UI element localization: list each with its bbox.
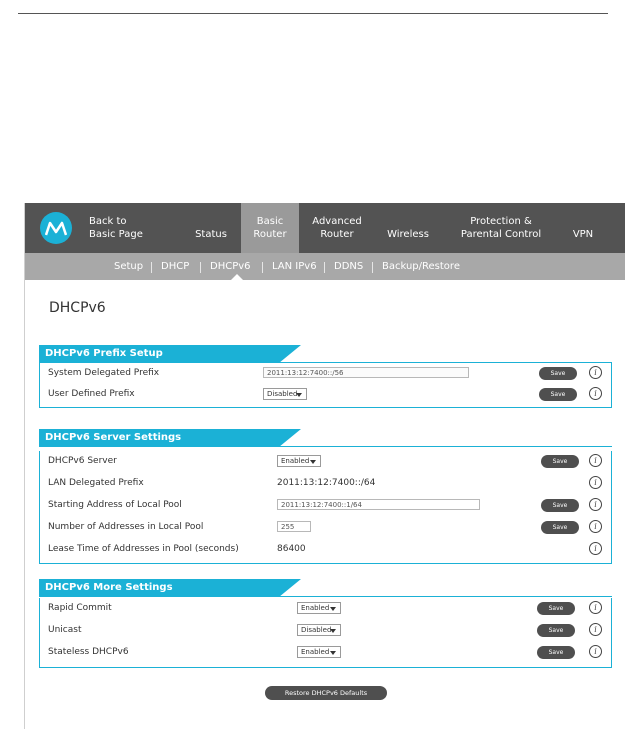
row-number-of-addresses: [40, 517, 611, 539]
nav-wireless[interactable]: [380, 203, 436, 253]
subnav-backup-restore[interactable]: Backup/Restore: [382, 261, 460, 272]
save-button[interactable]: Save: [541, 521, 579, 534]
chevron-down-icon: [296, 393, 302, 397]
row-stateless-dhcpv6: [40, 642, 611, 664]
info-icon[interactable]: i: [589, 454, 602, 467]
info-icon[interactable]: i: [589, 601, 602, 614]
info-icon[interactable]: i: [589, 476, 602, 489]
row-label: Stateless DHCPv6: [48, 647, 129, 657]
section-header-tab: [279, 579, 301, 597]
subnav-lan-ipv6[interactable]: LAN IPv6: [272, 261, 317, 272]
nav-protection-line2: Parental Control: [460, 229, 542, 240]
user-defined-prefix-select[interactable]: [263, 388, 307, 400]
motorola-logo-icon[interactable]: [40, 212, 72, 244]
sub-nav: [25, 253, 625, 280]
nav-protection-parental-control[interactable]: [453, 203, 549, 253]
top-rule: [18, 13, 608, 14]
row-label: LAN Delegated Prefix: [48, 478, 144, 488]
row-rapid-commit: [40, 598, 611, 620]
select-value: Enabled: [301, 648, 330, 656]
chevron-down-icon: [330, 607, 336, 611]
subnav-separator: [372, 262, 373, 273]
select-value: Enabled: [301, 604, 330, 612]
nav-vpn-line2: VPN: [572, 229, 594, 240]
nav-back-line2: Basic Page: [89, 229, 143, 240]
stateless-dhcpv6-select[interactable]: [297, 646, 341, 658]
section-body: [39, 363, 612, 408]
section-body: [39, 598, 612, 668]
section-title: DHCPv6 More Settings: [45, 582, 173, 593]
subnav-separator: [262, 262, 263, 273]
nav-basic-router[interactable]: [241, 203, 299, 253]
page-title: DHCPv6: [49, 300, 106, 316]
subnav-separator: [324, 262, 325, 273]
dhcpv6-server-select[interactable]: [277, 455, 321, 467]
subnav-dhcpv6[interactable]: DHCPv6: [210, 261, 251, 272]
info-icon[interactable]: i: [589, 387, 602, 400]
active-tab-caret: [231, 274, 243, 280]
lease-time-value: 86400: [277, 544, 306, 554]
save-button[interactable]: Save: [541, 499, 579, 512]
row-label: DHCPv6 Server: [48, 456, 117, 466]
save-button[interactable]: Save: [539, 367, 577, 380]
section-body: [39, 451, 612, 564]
select-value: Disabled: [301, 626, 332, 634]
nav-wireless-line1: [380, 215, 436, 228]
system-delegated-prefix-field[interactable]: 2011:13:12:7400::/56: [263, 367, 469, 378]
row-label: System Delegated Prefix: [48, 368, 160, 378]
nav-advanced-router-line1: Advanced: [312, 216, 362, 227]
section-prefix-setup: [39, 345, 612, 408]
section-header: [39, 579, 612, 597]
save-button[interactable]: Save: [539, 388, 577, 401]
save-button[interactable]: Save: [541, 455, 579, 468]
subnav-separator: [151, 262, 152, 273]
subnav-separator: [200, 262, 201, 273]
main-nav: [25, 203, 625, 253]
row-user-defined-prefix: [40, 384, 611, 405]
section-header-line: [39, 596, 612, 597]
row-dhcpv6-server: [40, 451, 611, 473]
save-button[interactable]: Save: [537, 624, 575, 637]
save-button[interactable]: Save: [537, 602, 575, 615]
nav-protection-line1: Protection &: [470, 216, 532, 227]
row-label: Unicast: [48, 625, 82, 635]
chevron-down-icon: [330, 651, 336, 655]
section-title: DHCPv6 Prefix Setup: [45, 348, 163, 359]
section-header: [39, 429, 612, 447]
subnav-setup[interactable]: Setup: [114, 261, 144, 272]
info-icon[interactable]: i: [589, 542, 602, 555]
row-unicast: [40, 620, 611, 642]
save-button[interactable]: Save: [537, 646, 575, 659]
section-title: DHCPv6 Server Settings: [45, 432, 182, 443]
nav-back-line1: Back to: [89, 216, 127, 227]
row-lease-time: [40, 539, 611, 559]
subnav-dhcp[interactable]: DHCP: [161, 261, 190, 272]
nav-status-line2: Status: [195, 229, 227, 240]
info-icon[interactable]: i: [589, 520, 602, 533]
row-lan-delegated-prefix: [40, 473, 611, 495]
row-label: Rapid Commit: [48, 603, 112, 613]
nav-advanced-router-line2: Router: [320, 229, 354, 240]
unicast-select[interactable]: [297, 624, 341, 636]
nav-advanced-router[interactable]: [305, 203, 369, 253]
restore-defaults-button[interactable]: Restore DHCPv6 Defaults: [265, 686, 387, 700]
info-icon[interactable]: i: [589, 623, 602, 636]
lan-delegated-prefix-value: 2011:13:12:7400::/64: [277, 478, 376, 488]
info-icon[interactable]: i: [589, 645, 602, 658]
section-header-line: [39, 446, 612, 447]
section-header-tab: [279, 429, 301, 447]
starting-address-field[interactable]: 2011:13:12:7400::1/64: [277, 499, 480, 510]
row-system-delegated-prefix: [40, 363, 611, 384]
nav-back-to-basic[interactable]: [89, 215, 149, 245]
row-label: User Defined Prefix: [48, 389, 135, 399]
nav-status[interactable]: [187, 203, 235, 253]
row-starting-address: [40, 495, 611, 517]
select-value: Enabled: [281, 457, 310, 465]
nav-status-line1: [187, 215, 235, 228]
nav-basic-router-line2: Router: [253, 229, 287, 240]
row-label: Number of Addresses in Local Pool: [48, 522, 204, 532]
select-value: Disabled: [267, 390, 298, 398]
section-header: [39, 345, 612, 363]
row-label: Lease Time of Addresses in Pool (seconds): [48, 544, 239, 554]
nav-basic-router-line1: Basic: [256, 216, 284, 227]
nav-vpn-line1: [565, 215, 601, 228]
rapid-commit-select[interactable]: [297, 602, 341, 614]
section-header-tab: [279, 345, 301, 363]
subnav-ddns[interactable]: DDNS: [334, 261, 364, 272]
nav-wireless-line2: Wireless: [387, 229, 429, 240]
info-icon[interactable]: i: [589, 498, 602, 511]
chevron-down-icon: [330, 629, 336, 633]
chevron-down-icon: [310, 460, 316, 464]
section-more-settings: [39, 579, 612, 668]
router-ui-frame: [24, 203, 625, 729]
info-icon[interactable]: i: [589, 366, 602, 379]
nav-vpn[interactable]: [565, 203, 601, 253]
number-of-addresses-field[interactable]: 255: [277, 521, 311, 532]
section-server-settings: [39, 429, 612, 564]
row-label: Starting Address of Local Pool: [48, 500, 182, 510]
